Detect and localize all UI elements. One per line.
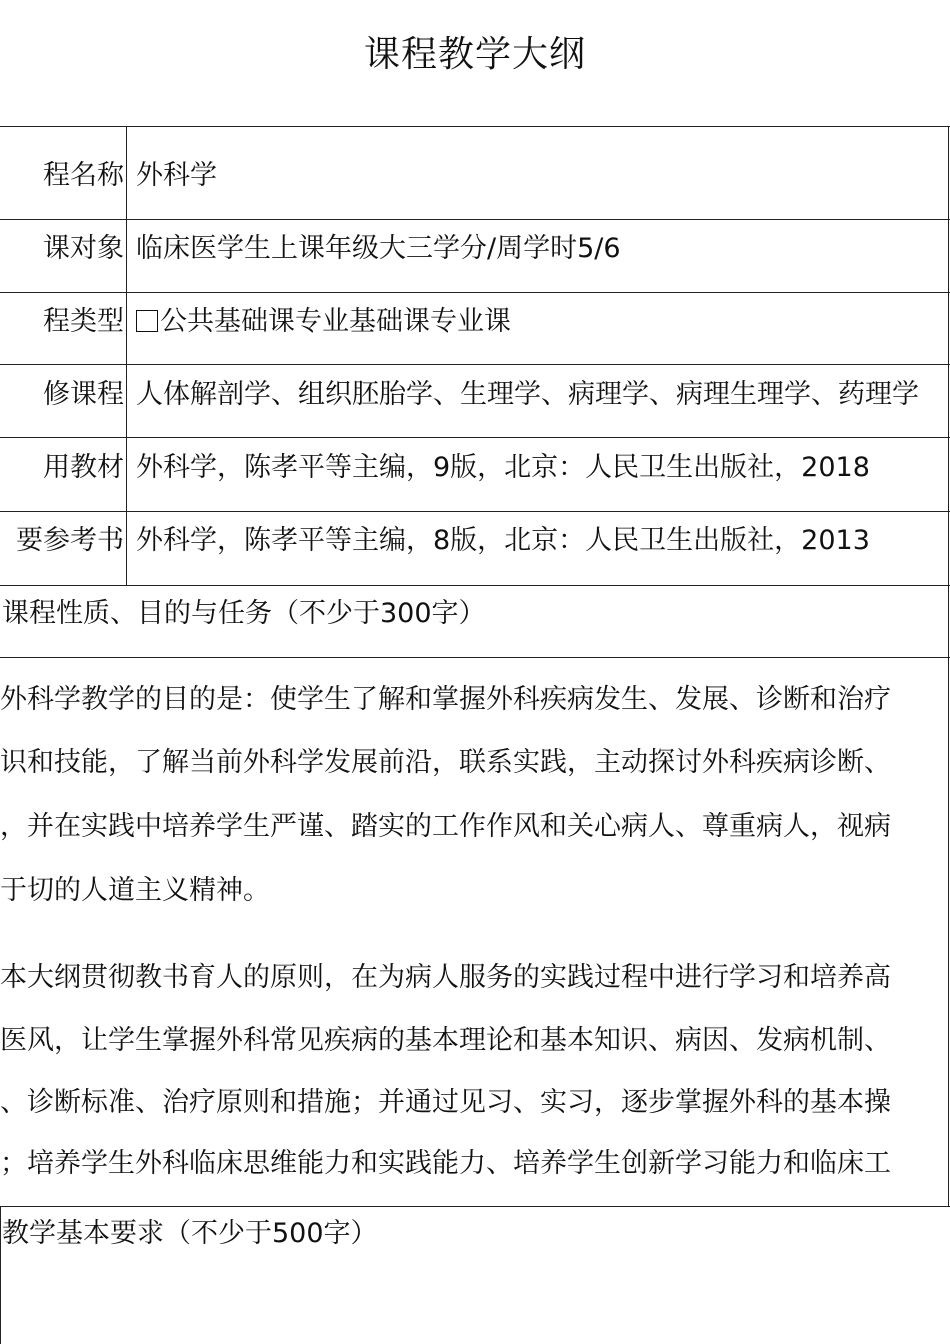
row-label-course-name: 程名称 <box>43 160 124 191</box>
paragraph-line: 于切的人道主义精神。 <box>0 875 270 906</box>
row-divider <box>0 585 950 586</box>
document-title: 课程教学大纲 <box>363 34 586 75</box>
paragraph-line: 、诊断标准、治疗原则和措施；并通过见习、实习，逐步掌握外科的基本操 <box>0 1087 891 1118</box>
paragraph-line: 外科学教学的目的是：使学生了解和掌握外科疾病发生、发展、诊断和治疗 <box>0 684 891 715</box>
paragraph-line: ，并在实践中培养学生严谨、踏实的工作作风和关心病人、尊重病人，视病 <box>0 811 891 842</box>
section-heading-requirements: 教学基本要求（不少于500字） <box>2 1218 378 1249</box>
table-border-top <box>0 126 950 127</box>
row-label-textbook: 用教材 <box>43 452 124 483</box>
label-column-divider <box>126 126 127 585</box>
row-divider <box>0 219 950 220</box>
row-value-course-name: 外科学 <box>136 160 217 191</box>
row-value-course-type <box>136 304 948 340</box>
paragraph-line: 识和技能，了解当前外科学发展前沿，联系实践，主动探讨外科疾病诊断、 <box>0 747 891 778</box>
paragraph-line: ；培养学生外科临床思维能力和实践能力、培养学生创新学习能力和临床工 <box>0 1148 891 1179</box>
row-value-references: 外科学，陈孝平等主编，8版，北京：人民卫生出版社，2013 <box>136 525 870 556</box>
row-value-textbook: 外科学，陈孝平等主编，9版，北京：人民卫生出版社，2018 <box>136 452 870 483</box>
row-value-audience: 临床医学生上课年级大三学分/周学时5/6 <box>136 233 621 264</box>
table-border-right <box>948 126 949 1206</box>
course-type-text: 公共基础课专业基础课专业课 <box>160 306 511 337</box>
row-label-course-type: 程类型 <box>43 306 124 337</box>
row-divider <box>0 1206 950 1207</box>
row-divider <box>0 437 950 438</box>
row-label-prerequisites: 修课程 <box>43 379 124 410</box>
row-divider <box>0 511 950 512</box>
section-heading-nature: 课程性质、目的与任务（不少于300字） <box>2 598 486 629</box>
row-value-prerequisites: 人体解剖学、组织胚胎学、生理学、病理学、病理生理学、药理学 <box>136 379 919 410</box>
row-label-audience: 课对象 <box>43 233 124 264</box>
paragraph-line: 本大纲贯彻教书育人的原则，在为病人服务的实践过程中进行学习和培养高 <box>0 962 891 993</box>
row-label-references: 要参考书 <box>16 525 124 556</box>
row-divider <box>0 364 950 365</box>
checkbox-icon <box>136 310 158 332</box>
paragraph-line: 医风，让学生掌握外科常见疾病的基本理论和基本知识、病因、发病机制、 <box>0 1025 891 1056</box>
row-divider <box>0 292 950 293</box>
row-divider <box>0 657 950 658</box>
